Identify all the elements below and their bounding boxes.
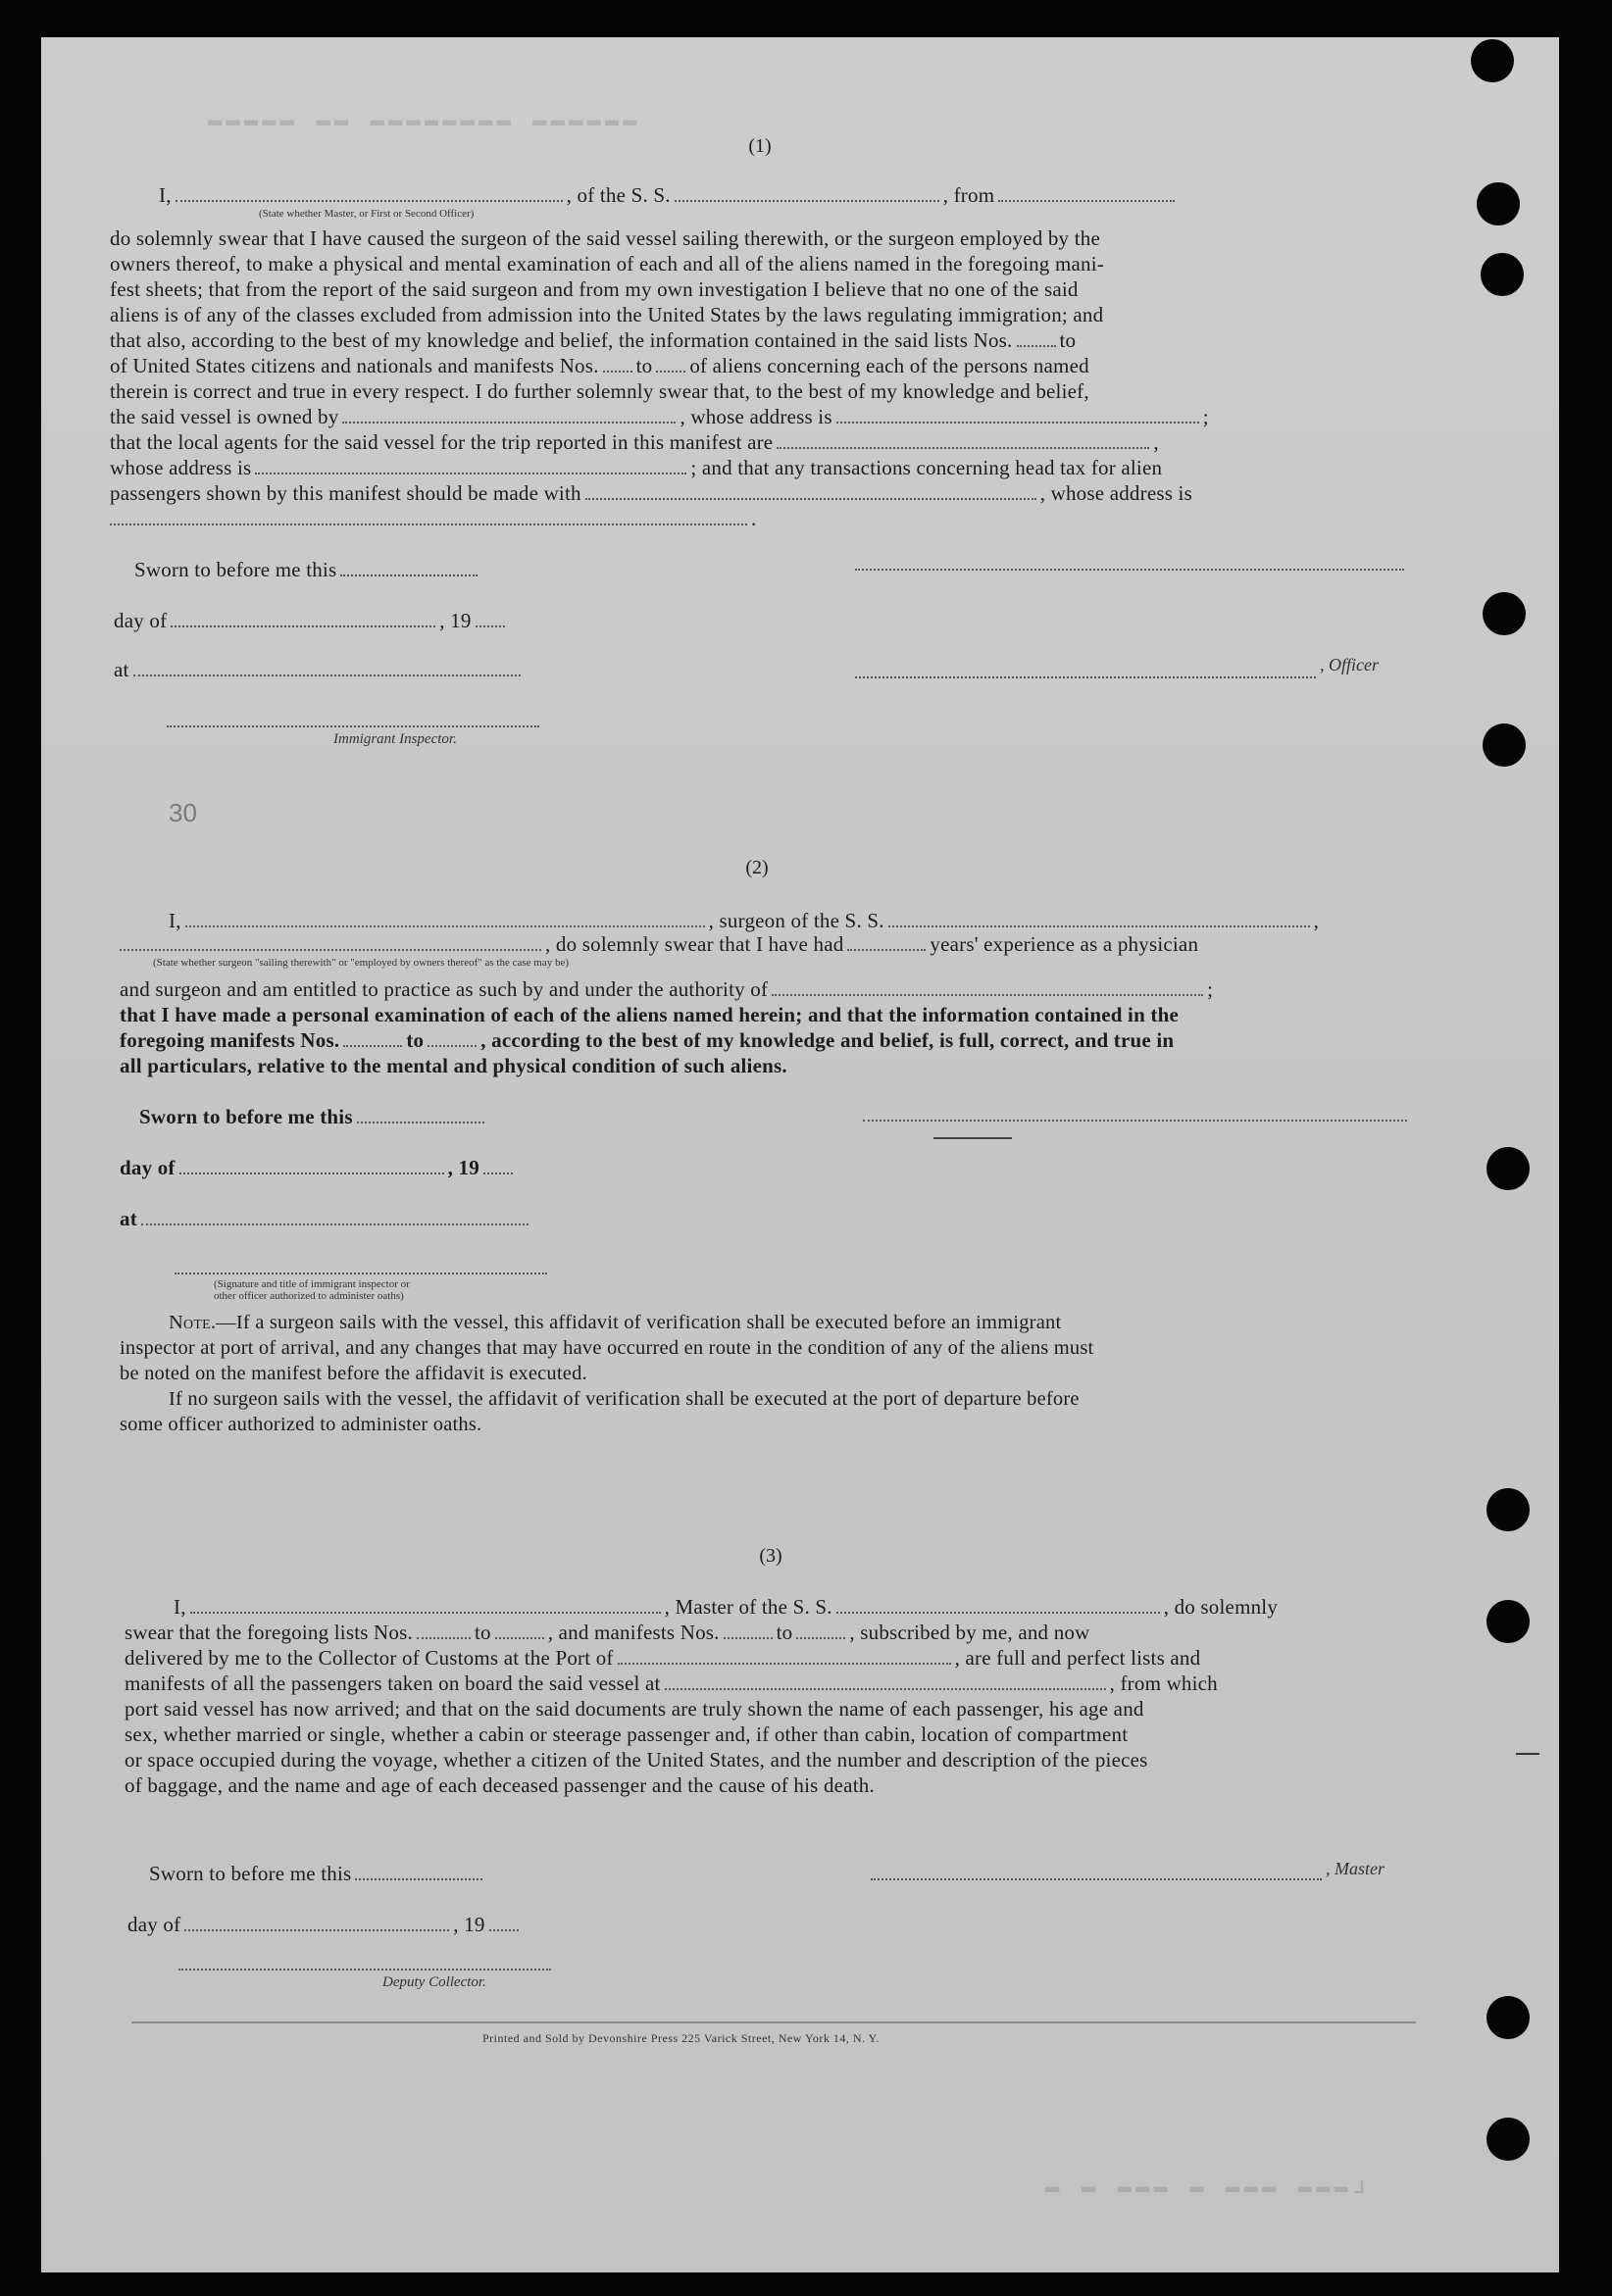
surgeon-signature-line <box>863 1118 1407 1122</box>
master-signature-line <box>871 1876 1322 1880</box>
affidavit-3-body: swear that the foregoing lists Nos. to , and manifests Nos. to , subscribed by me, and now delivered by me to the Collector of Customs at the Port of , are full and perfect lists and manifests of all the passengers taken on board the said vessel at , from which port said vessel has now arrived; and that on the said documents are truly shown the name of each passenger, his age and sex, whether married or single, whether a cabin or steerage passenger and, if other than cabin, location of compartment or space occupied during the voyage, whether a citizen of the United States, and the number and description of the pieces of baggage, and the name and age of each deceased passenger and the cause of his death. <box>125 1621 1218 1797</box>
affidavit-2-line-1: I, , surgeon of the S. S. , <box>169 909 1320 932</box>
printer-credit: Printed and Sold by Devonshire Press 225 Varick Street, New York 14, N. Y. <box>482 2031 880 2045</box>
deputy-caption: Deputy Collector. <box>382 1974 486 1990</box>
affidavit-3-line-1: I, , Master of the S. S. , do solemnly <box>174 1595 1279 1619</box>
master-label: , Master <box>1326 1859 1385 1878</box>
day-of-2: day of , 19 <box>120 1155 1453 1180</box>
punch-hole <box>1486 1996 1530 2039</box>
punch-hole <box>1486 1488 1530 1531</box>
punch-hole <box>1483 592 1526 635</box>
note-block: Note.—If a surgeon sails with the vessel, this affidavit of verification shall be executed before an immigrant inspector at port of arrival, and any changes that may have occurred en route in the condition of any of the aliens must be noted on the manifest before the affidavit is executed. If no surgeon sails with the vessel, the affidavit of verification shall be executed at the port of departure before some officer authorized to administer oaths. <box>120 1312 1094 1435</box>
administrator-signature-line <box>175 1271 547 1274</box>
punch-hole <box>1486 1147 1530 1190</box>
signature-caption: other officer authorized to administer oaths) <box>214 1290 404 1302</box>
inspector-caption: Immigrant Inspector. <box>333 731 457 747</box>
at-2: at <box>120 1206 1453 1231</box>
form-page <box>41 37 1559 2272</box>
surgeon-caption: (State whether surgeon "sailing therewith" or "employed by owners thereof" as the case may be) <box>153 957 570 969</box>
margin-mark <box>1516 1753 1539 1755</box>
sworn-3: Sworn to before me this <box>149 1861 1483 1886</box>
section-number: (3) <box>759 1545 782 1567</box>
punch-hole <box>1481 253 1524 296</box>
punch-hole <box>1483 724 1526 767</box>
day-of-3: day of , 19 <box>127 1912 1461 1937</box>
day-of-1: day of , 19 <box>114 608 1447 633</box>
officer-label: , Officer <box>1320 655 1379 674</box>
affidavit-2-line-2: , do solemnly swear that I have had years' experience as a physician <box>120 931 1453 957</box>
officer-signature-line <box>855 567 1404 571</box>
affidavit-1-line-1: I, , of the S. S. , from <box>159 182 1492 208</box>
section-number: (1) <box>748 135 772 157</box>
section-number: (2) <box>745 857 769 878</box>
affidavit-1-body: do solemnly swear that I have caused the surgeon of the said vessel sailing therewith, or the surgeon employed by the owners thereof, to make a physical and mental examination of each and all of the aliens named in the foregoing mani- fest sheets; that from the report of the said surgeon and from my own investigation I believe that no one of the said aliens is of any of the classes excluded from admission into the United States by the laws regulating immigration; and that also, according to the best of my knowledge and belief, the information contained in the said lists Nos. to of United States citizens and nationals and manifests Nos. to of aliens concerning each of the persons named therein is correct and true in every respect. I do further solemnly swear that, to the best of my knowledge and belief, the said vessel is owned by , whose address is ; that the local agents for the said vessel for the trip reported in this manifest are , whose address is ; and that any transactions concerning head tax for alien passengers shown by this manifest should be made with , whose address is . <box>110 226 1209 530</box>
officer-caption: (State whether Master, or First or Second Officer) <box>259 208 475 220</box>
sworn-2: Sworn to before me this <box>139 1104 1473 1129</box>
deputy-signature-line <box>178 1967 551 1971</box>
stamp-mark: 30 <box>169 798 197 827</box>
sworn-1: Sworn to before me this <box>134 557 1468 582</box>
punch-hole <box>1471 39 1514 82</box>
affidavit-2-body: and surgeon and am entitled to practice as such by and under the authority of ; that I have made a personal examination of each of the aliens named herein; and that the information contained in the foregoing manifests Nos. to , according to the best of my knowledge and belief, is full, correct, and true in all particulars, relative to the mental and physical condition of such aliens. <box>120 977 1214 1077</box>
bleed-through-text: ʟ▬▬▬ ▬▬▬ ▬ ▬▬▬ ▬ ▬ <box>1041 2174 1367 2201</box>
officer-signature-line <box>855 674 1316 678</box>
at-1: at <box>114 657 1447 682</box>
bleed-through-text: ▬▬▬▬▬ ▬▬ ▬▬▬▬▬▬▬▬ ▬▬▬▬▬▬ <box>208 108 641 134</box>
divider <box>933 1137 1012 1139</box>
signature-caption: (Signature and title of immigrant inspector or <box>214 1278 410 1290</box>
punch-hole <box>1486 2118 1530 2161</box>
inspector-signature-line <box>167 724 539 727</box>
footer-rule <box>131 2021 1416 2023</box>
